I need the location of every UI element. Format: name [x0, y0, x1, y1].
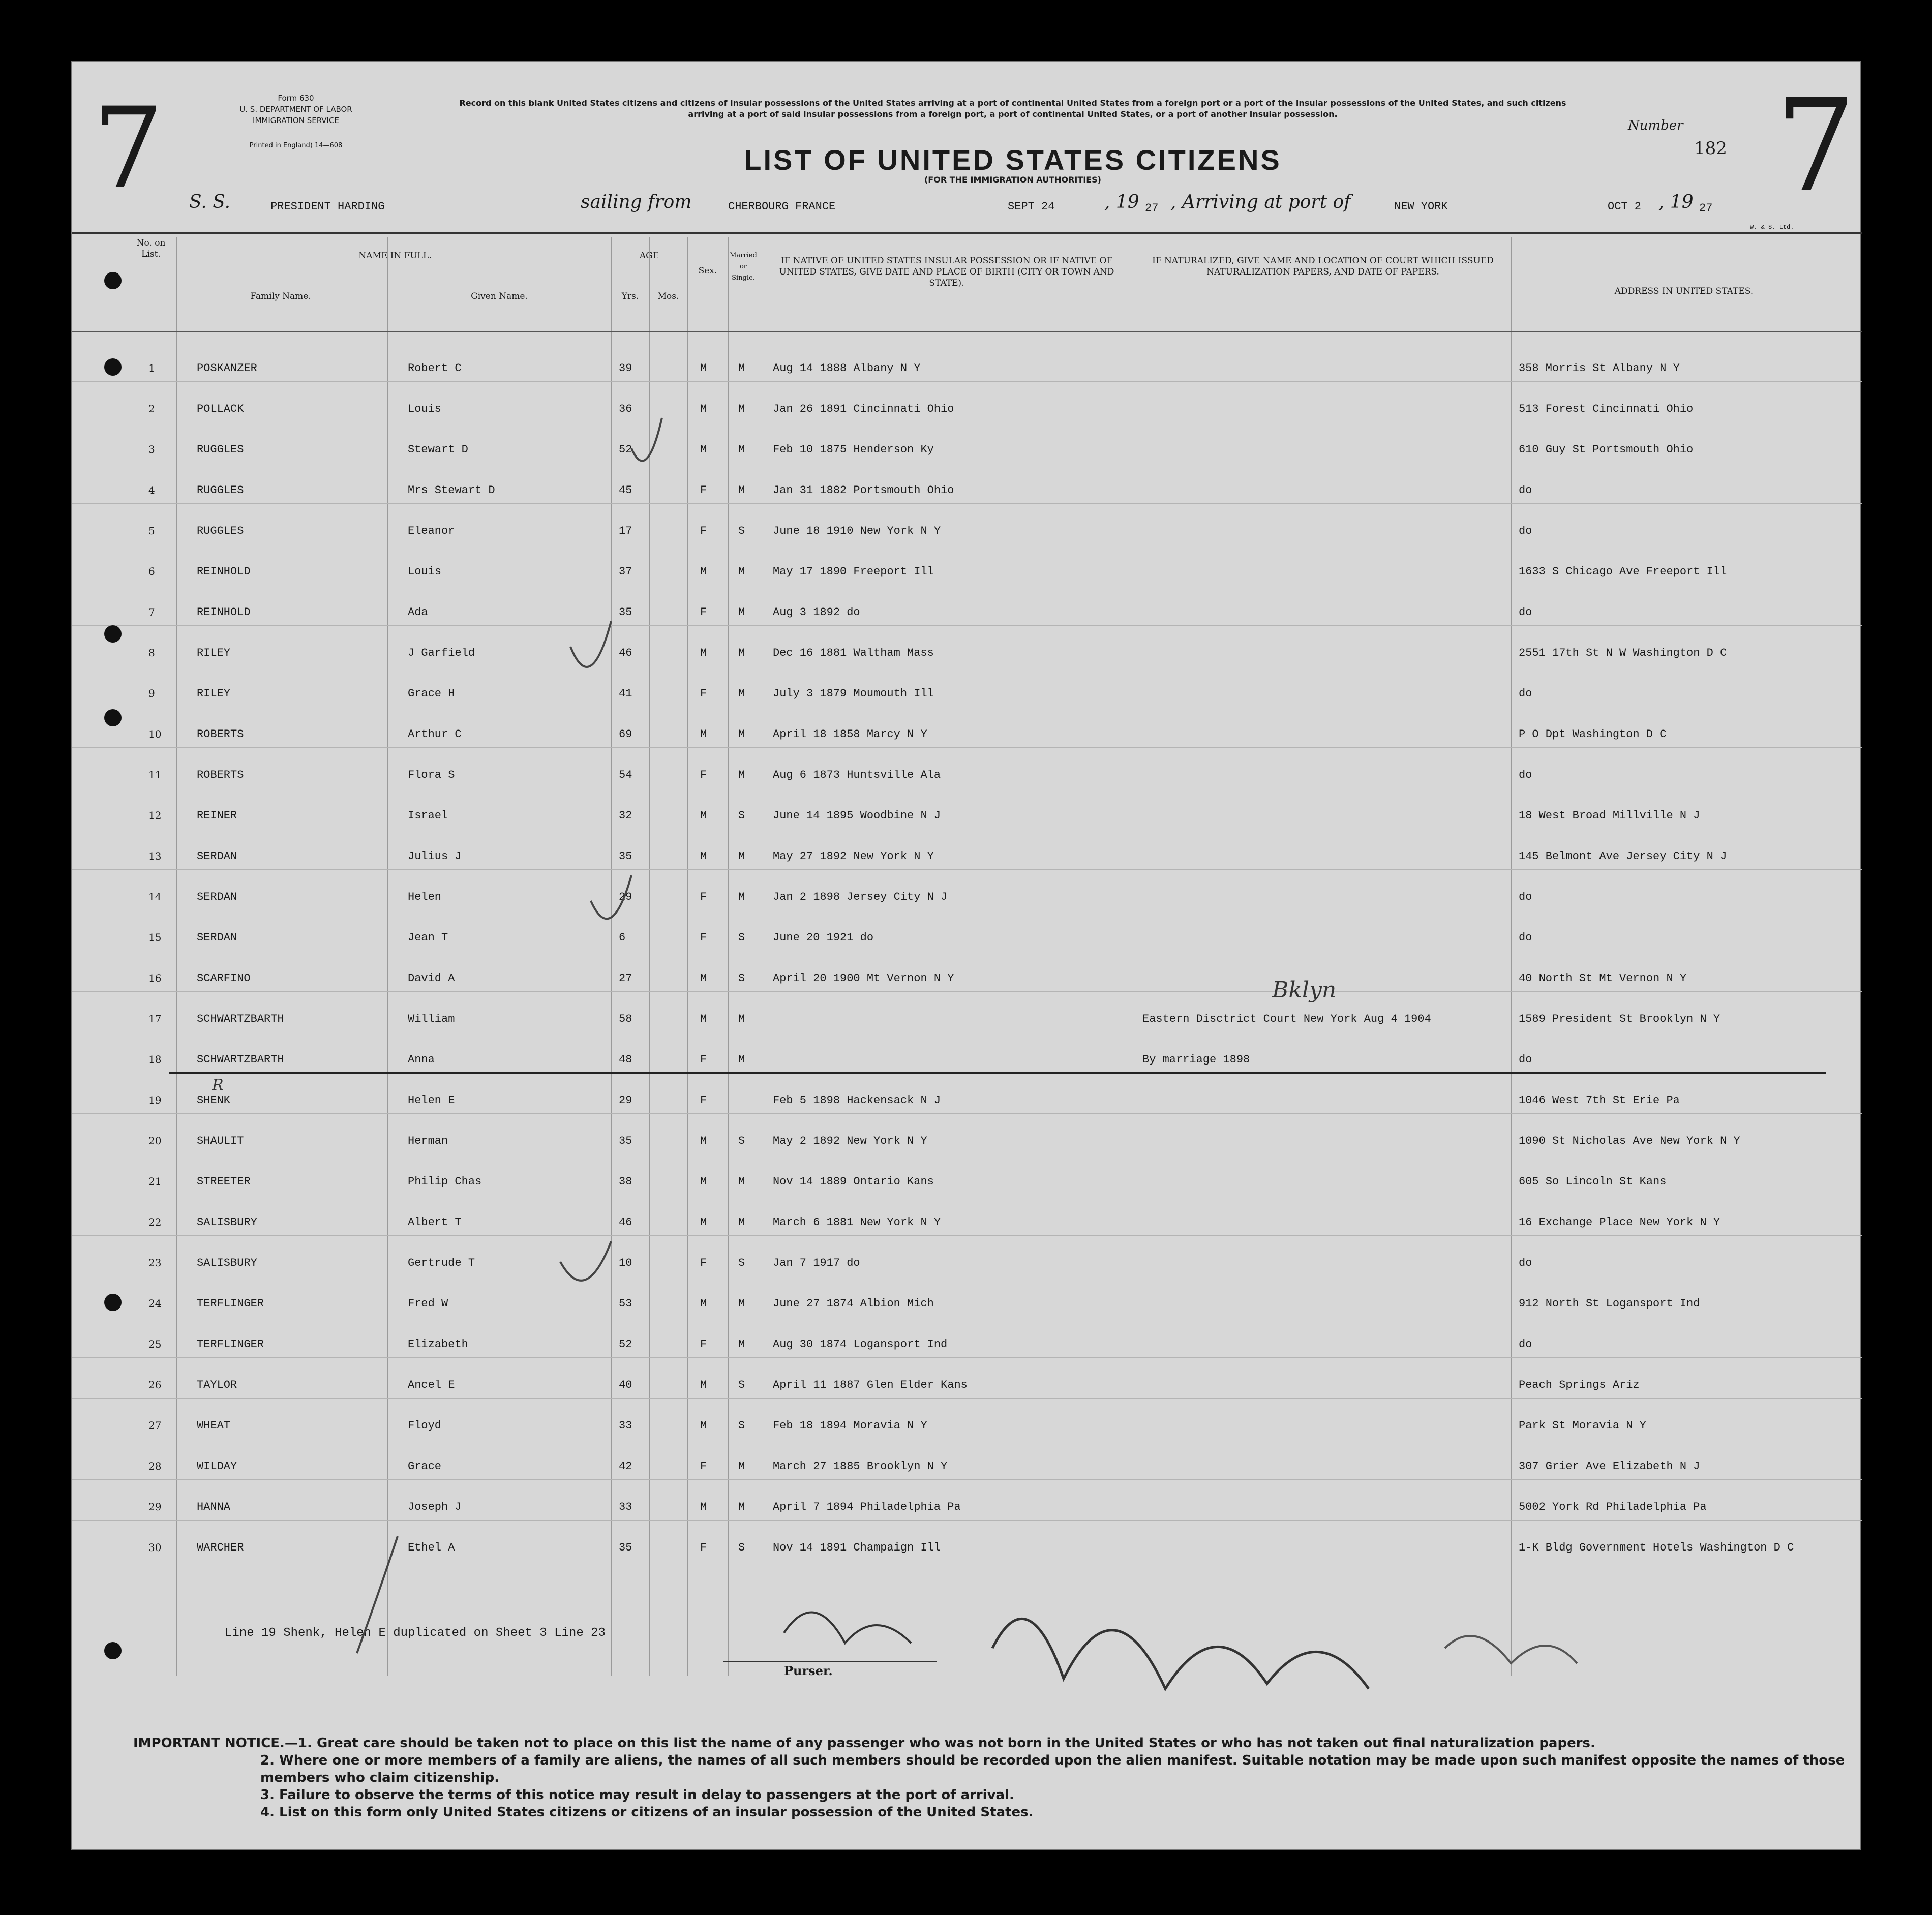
service: IMMIGRATION SERVICE [253, 116, 339, 125]
row-number: 28 [148, 1460, 162, 1472]
given-name: Flora S [408, 769, 455, 781]
binder-hole [104, 358, 122, 376]
birth-info: Feb 10 1875 Henderson Ky [773, 443, 934, 456]
naturalization-info: Eastern Disctrict Court New York Aug 4 1904 [1142, 1013, 1431, 1025]
marital-status: M [738, 443, 745, 456]
row-number: 15 [148, 931, 162, 944]
sex: F [700, 606, 707, 619]
marital-status: S [738, 525, 745, 537]
marital-status: S [738, 1541, 745, 1554]
family-name: TERFLINGER [197, 1338, 264, 1351]
birth-info: Nov 14 1889 Ontario Kans [773, 1175, 934, 1188]
col-name: NAME IN FULL. [358, 251, 432, 261]
sailing-label: sailing from [581, 192, 692, 212]
sex: M [700, 1135, 707, 1147]
handwritten-seven-left: 7 [93, 83, 164, 214]
family-name: POSKANZER [197, 362, 257, 375]
family-name: ROBERTS [197, 769, 244, 781]
instructions: Record on this blank United States citizens and citizens of insular possessions of the United States arriving at a port of continental United States from a foreign port or a port of the insular possessions of the United States, and such citizens arriving at a port of said insular possessions from a foreign port, a port of continental United States, or a port of another insular possession. [459, 98, 1566, 119]
age-years: 42 [619, 1460, 632, 1473]
birth-info: Feb 18 1894 Moravia N Y [773, 1419, 927, 1432]
age-years: 52 [619, 1338, 632, 1351]
row-number: 17 [148, 1013, 162, 1025]
given-name: Elizabeth [408, 1338, 468, 1351]
birth-info: Nov 14 1891 Champaign Ill [773, 1541, 941, 1554]
row-number: 19 [148, 1094, 162, 1106]
marital-status: M [738, 606, 745, 619]
address: 513 Forest Cincinnati Ohio [1519, 403, 1694, 415]
row-number: 24 [148, 1297, 162, 1310]
marital-status: M [738, 403, 745, 415]
birth-info: April 11 1887 Glen Elder Kans [773, 1379, 968, 1391]
marital-status: S [738, 1135, 745, 1147]
marital-status: M [738, 728, 745, 741]
marital-status: M [738, 647, 745, 659]
age-years: 29 [619, 891, 632, 903]
family-name: SALISBURY [197, 1257, 257, 1269]
page-title: LIST OF UNITED STATES CITIZENS [744, 144, 1282, 176]
age-years: 33 [619, 1501, 632, 1513]
family-name: TAYLOR [197, 1379, 237, 1391]
given-name: Herman [408, 1135, 448, 1147]
age-years: 17 [619, 525, 632, 537]
sex: M [700, 362, 707, 375]
age-years: 48 [619, 1053, 632, 1066]
marital-status: M [738, 1013, 745, 1025]
age-years: 41 [619, 687, 632, 700]
birth-info: Feb 5 1898 Hackensack N J [773, 1094, 941, 1107]
birth-info: May 27 1892 New York N Y [773, 850, 934, 863]
marital-status: M [738, 891, 745, 903]
family-name: SHENK [197, 1094, 231, 1107]
age-years: 29 [619, 1094, 632, 1107]
row-number: 26 [148, 1379, 162, 1391]
row-number: 22 [148, 1216, 162, 1228]
address: do [1519, 1338, 1532, 1351]
sex: M [700, 647, 707, 659]
given-name: Philip Chas [408, 1175, 482, 1188]
birth-info: Jan 7 1917 do [773, 1257, 860, 1269]
address: 1090 St Nicholas Ave New York N Y [1519, 1135, 1740, 1147]
family-name: REINHOLD [197, 565, 251, 578]
birth-info: Aug 6 1873 Huntsville Ala [773, 769, 941, 781]
col-mos: Mos. [657, 291, 679, 301]
sex: M [700, 850, 707, 863]
address: do [1519, 484, 1532, 497]
sex: M [700, 403, 707, 415]
notice-item: 2. Where one or more members of a family are aliens, the names of all such members should be recorded upon the alien manifest. Suitable notation may be made upon such manifest opposite the names of those members who claim citizenship. [260, 1753, 1845, 1785]
age-years: 35 [619, 1135, 632, 1147]
family-name: RILEY [197, 687, 231, 700]
sex: F [700, 1338, 707, 1351]
given-name: Arthur C [408, 728, 462, 741]
row-number: 4 [148, 484, 155, 496]
birth-info: June 14 1895 Woodbine N J [773, 809, 941, 822]
age-years: 35 [619, 1541, 632, 1554]
birth-info: Aug 3 1892 do [773, 606, 860, 619]
birth-info: Jan 31 1882 Portsmouth Ohio [773, 484, 954, 497]
birth-info: March 27 1885 Brooklyn N Y [773, 1460, 948, 1473]
row-number: 8 [148, 647, 155, 659]
naturalization-info: By marriage 1898 [1142, 1053, 1250, 1066]
row-number: 10 [148, 728, 162, 740]
sex: M [700, 728, 707, 741]
marital-status: S [738, 1257, 745, 1269]
given-name: Albert T [408, 1216, 462, 1229]
col-naturalized: IF NATURALIZED, GIVE NAME AND LOCATION OF COURT WHICH ISSUED NATURALIZATION PAPERS, AND DATE OF PAPERS. [1152, 256, 1494, 277]
col-birth: IF NATIVE OF UNITED STATES INSULAR POSSESSION OR IF NATIVE OF UNITED STATES, GIVE DATE AND PLACE OF BIRTH (CITY OR TOWN AND STATE). [779, 256, 1114, 288]
birth-info: April 20 1900 Mt Vernon N Y [773, 972, 954, 985]
age-years: 33 [619, 1419, 632, 1432]
marital-status: M [738, 769, 745, 781]
binder-hole [104, 272, 122, 289]
given-name: Jean T [408, 931, 448, 944]
arriving-label: , Arriving at port of [1170, 192, 1351, 212]
sex: F [700, 769, 707, 781]
row-number: 18 [148, 1053, 162, 1066]
age-years: 52 [619, 443, 632, 456]
address: 18 West Broad Millville N J [1519, 809, 1700, 822]
marital-status: M [738, 565, 745, 578]
age-years: 69 [619, 728, 632, 741]
marital-status: M [738, 1053, 745, 1066]
age-years: 35 [619, 850, 632, 863]
ss-label: S. S. [189, 192, 231, 212]
family-name: SERDAN [197, 891, 237, 903]
address: do [1519, 525, 1532, 537]
marital-status: M [738, 687, 745, 700]
purser-label: Purser. [784, 1663, 833, 1678]
marital-status: M [738, 850, 745, 863]
address: 1589 President St Brooklyn N Y [1519, 1013, 1720, 1025]
address: 1-K Bldg Government Hotels Washington D C [1519, 1541, 1794, 1554]
sex: M [700, 1419, 707, 1432]
binder-hole [104, 1294, 122, 1311]
marital-status: S [738, 809, 745, 822]
handwritten-r: R [212, 1076, 224, 1094]
address: 912 North St Logansport Ind [1519, 1297, 1700, 1310]
notice-item: 4. List on this form only United States citizens or citizens of an insular possession of the United States. [260, 1805, 1034, 1820]
address: do [1519, 687, 1532, 700]
birth-info: April 7 1894 Philadelphia Pa [773, 1501, 961, 1513]
col-age: AGE [639, 251, 659, 261]
marital-status: S [738, 972, 745, 985]
given-name: Gertrude T [408, 1257, 475, 1269]
given-name: Grace H [408, 687, 455, 700]
age-years: 46 [619, 1216, 632, 1229]
col-no: No. on List. [136, 238, 166, 259]
age-years: 39 [619, 362, 632, 375]
family-name: SERDAN [197, 850, 237, 863]
binder-hole [104, 1642, 122, 1659]
printer-mark: W. & S. Ltd. [1750, 224, 1794, 231]
address: do [1519, 1053, 1532, 1066]
address: Park St Moravia N Y [1519, 1419, 1646, 1432]
marital-status: S [738, 931, 745, 944]
address: 40 North St Mt Vernon N Y [1519, 972, 1687, 985]
handwritten-marks [72, 62, 1862, 1851]
family-name: SALISBURY [197, 1216, 257, 1229]
col-yrs: Yrs. [621, 291, 639, 301]
age-years: 6 [619, 931, 626, 944]
sex: M [700, 972, 707, 985]
form-number: Form 630 [278, 94, 314, 103]
age-years: 45 [619, 484, 632, 497]
sex: F [700, 891, 707, 903]
arrival-year-prefix: , 19 [1658, 192, 1694, 212]
given-name: Helen [408, 891, 442, 903]
row-number: 6 [148, 565, 155, 577]
sex: M [700, 809, 707, 822]
sex: M [700, 1216, 707, 1229]
address: do [1519, 606, 1532, 619]
birth-info: June 18 1910 New York N Y [773, 525, 941, 537]
address: do [1519, 931, 1532, 944]
birth-info: Jan 26 1891 Cincinnati Ohio [773, 403, 954, 415]
row-number: 3 [148, 443, 155, 455]
family-name: SCHWARTZBARTH [197, 1053, 284, 1066]
manifest-sheet [71, 61, 1861, 1850]
birth-info: Dec 16 1881 Waltham Mass [773, 647, 934, 659]
address: 16 Exchange Place New York N Y [1519, 1216, 1720, 1229]
sex: M [700, 1013, 707, 1025]
given-name: Israel [408, 809, 448, 822]
address: 307 Grier Ave Elizabeth N J [1519, 1460, 1700, 1473]
marital-status: S [738, 1419, 745, 1432]
row-number: 12 [148, 809, 162, 822]
family-name: SHAULIT [197, 1135, 244, 1147]
family-name: SCARFINO [197, 972, 251, 985]
given-name: Floyd [408, 1419, 442, 1432]
sex: M [700, 443, 707, 456]
birth-info: March 6 1881 New York N Y [773, 1216, 941, 1229]
printed-note: Printed in England) 14—608 [249, 142, 343, 149]
page-subtitle: (FOR THE IMMIGRATION AUTHORITIES) [924, 175, 1101, 185]
marital-status: M [738, 484, 745, 497]
given-name: David A [408, 972, 455, 985]
age-years: 32 [619, 809, 632, 822]
sex: M [700, 1175, 707, 1188]
row-number: 1 [148, 362, 155, 374]
col-address: ADDRESS IN UNITED STATES. [1614, 286, 1754, 296]
marital-status: S [738, 1379, 745, 1391]
given-name: Ethel A [408, 1541, 455, 1554]
family-name: RILEY [197, 647, 231, 659]
col-family: Family Name. [250, 291, 311, 301]
given-name: Joseph J [408, 1501, 462, 1513]
address: 1633 S Chicago Ave Freeport Ill [1519, 565, 1727, 578]
family-name: REINHOLD [197, 606, 251, 619]
family-name: WHEAT [197, 1419, 231, 1432]
address: 358 Morris St Albany N Y [1519, 362, 1680, 375]
row-number: 23 [148, 1257, 162, 1269]
family-name: REINER [197, 809, 237, 822]
marital-status: M [738, 1297, 745, 1310]
age-years: 53 [619, 1297, 632, 1310]
sex: M [700, 1379, 707, 1391]
arrival-year: 27 [1699, 202, 1713, 215]
row-number: 20 [148, 1135, 162, 1147]
given-name: Grace [408, 1460, 442, 1473]
sex: M [700, 565, 707, 578]
col-given: Given Name. [471, 291, 528, 301]
sex: F [700, 525, 707, 537]
given-name: Julius J [408, 850, 462, 863]
address: 145 Belmont Ave Jersey City N J [1519, 850, 1727, 863]
age-years: 54 [619, 769, 632, 781]
marital-status: M [738, 1338, 745, 1351]
year-prefix: , 19 [1104, 192, 1139, 212]
family-name: HANNA [197, 1501, 231, 1513]
sex: M [700, 1297, 707, 1310]
marital-status: M [738, 1216, 745, 1229]
age-years: 40 [619, 1379, 632, 1391]
address: do [1519, 769, 1532, 781]
given-name: Ancel E [408, 1379, 455, 1391]
age-years: 10 [619, 1257, 632, 1269]
family-name: SCHWARTZBARTH [197, 1013, 284, 1025]
given-name: Fred W [408, 1297, 448, 1310]
age-years: 37 [619, 565, 632, 578]
address: 1046 West 7th St Erie Pa [1519, 1094, 1680, 1107]
sail-date: SEPT 24 [1008, 200, 1055, 213]
sail-year: 27 [1145, 202, 1159, 215]
sex: F [700, 1541, 707, 1554]
birth-info: July 3 1879 Moumouth Ill [773, 687, 934, 700]
notice-heading: IMPORTANT NOTICE.— [133, 1736, 298, 1751]
given-name: Helen E [408, 1094, 455, 1107]
given-name: Ada [408, 606, 428, 619]
given-name: William [408, 1013, 455, 1025]
age-years: 46 [619, 647, 632, 659]
given-name: Louis [408, 565, 442, 578]
family-name: STREETER [197, 1175, 251, 1188]
sex: F [700, 1460, 707, 1473]
birth-info: Aug 30 1874 Logansport Ind [773, 1338, 948, 1351]
age-years: 38 [619, 1175, 632, 1188]
age-years: 36 [619, 403, 632, 415]
row-number: 29 [148, 1501, 162, 1513]
row-number: 11 [148, 769, 162, 781]
binder-hole [104, 625, 122, 643]
row-number: 14 [148, 891, 162, 903]
family-name: TERFLINGER [197, 1297, 264, 1310]
address: 2551 17th St N W Washington D C [1519, 647, 1727, 659]
birth-info: Jan 2 1898 Jersey City N J [773, 891, 948, 903]
notice-item: 3. Failure to observe the terms of this notice may result in delay to passengers at the port of arrival. [260, 1787, 1014, 1803]
given-name: Mrs Stewart D [408, 484, 495, 497]
row-number: 30 [148, 1541, 162, 1554]
important-notice [133, 1735, 1852, 1821]
handwritten-seven-right: 7 [1775, 72, 1857, 220]
given-name: J Garfield [408, 647, 475, 659]
family-name: ROBERTS [197, 728, 244, 741]
row-number: 5 [148, 525, 155, 537]
row-number: 25 [148, 1338, 162, 1350]
row-number: 13 [148, 850, 162, 862]
birth-info: June 27 1874 Albion Mich [773, 1297, 934, 1310]
row-number: 16 [148, 972, 162, 984]
row-number: 9 [148, 687, 155, 700]
birth-info: May 17 1890 Freeport Ill [773, 565, 934, 578]
sex: F [700, 687, 707, 700]
row-number: 7 [148, 606, 155, 618]
family-name: SERDAN [197, 931, 237, 944]
handwritten-bklyn: Bklyn [1272, 977, 1337, 1003]
given-name: Stewart D [408, 443, 468, 456]
department: U. S. DEPARTMENT OF LABOR [239, 105, 352, 114]
sex: F [700, 931, 707, 944]
family-name: POLLACK [197, 403, 244, 415]
sex: F [700, 1053, 707, 1066]
marital-status: M [738, 1175, 745, 1188]
number-label: Number [1628, 118, 1683, 133]
sex: M [700, 1501, 707, 1513]
address: 610 Guy St Portsmouth Ohio [1519, 443, 1694, 456]
address: 605 So Lincoln St Kans [1519, 1175, 1667, 1188]
address: do [1519, 1257, 1532, 1269]
address: 5002 York Rd Philadelphia Pa [1519, 1501, 1707, 1513]
marital-status: M [738, 1501, 745, 1513]
row-number: 21 [148, 1175, 162, 1188]
col-married: Married or Single. [730, 252, 757, 282]
sex: F [700, 1094, 707, 1107]
family-name: WILDAY [197, 1460, 237, 1473]
given-name: Robert C [408, 362, 462, 375]
notice-item: 1. Great care should be taken not to place on this list the name of any passenger who was not born in the United States or who has not taken out final naturalization papers. [297, 1736, 1595, 1751]
number-value: 182 [1694, 138, 1727, 159]
age-years: 27 [619, 972, 632, 985]
family-name: WARCHER [197, 1541, 244, 1554]
given-name: Anna [408, 1053, 435, 1066]
sex: F [700, 1257, 707, 1269]
marital-status: M [738, 1460, 745, 1473]
address: do [1519, 891, 1532, 903]
address: P O Dpt Washington D C [1519, 728, 1667, 741]
port: NEW YORK [1394, 200, 1448, 213]
age-years: 35 [619, 606, 632, 619]
given-name: Louis [408, 403, 442, 415]
col-sex: Sex. [698, 266, 717, 276]
birth-info: June 20 1921 do [773, 931, 874, 944]
arrival-date: OCT 2 [1608, 200, 1642, 213]
marital-status: M [738, 362, 745, 375]
family-name: RUGGLES [197, 484, 244, 497]
birth-info: Aug 14 1888 Albany N Y [773, 362, 921, 375]
footer-note: Line 19 Shenk, Helen E duplicated on Sheet 3 Line 23 [225, 1626, 606, 1640]
sailing-from: CHERBOURG FRANCE [728, 200, 836, 213]
ship-name: PRESIDENT HARDING [270, 200, 385, 213]
row-number: 27 [148, 1419, 162, 1432]
age-years: 58 [619, 1013, 632, 1025]
family-name: RUGGLES [197, 525, 244, 537]
binder-hole [104, 709, 122, 726]
given-name: Eleanor [408, 525, 455, 537]
birth-info: May 2 1892 New York N Y [773, 1135, 927, 1147]
family-name: RUGGLES [197, 443, 244, 456]
birth-info: April 18 1858 Marcy N Y [773, 728, 927, 741]
address: Peach Springs Ariz [1519, 1379, 1640, 1391]
sex: F [700, 484, 707, 497]
row-number: 2 [148, 403, 155, 415]
